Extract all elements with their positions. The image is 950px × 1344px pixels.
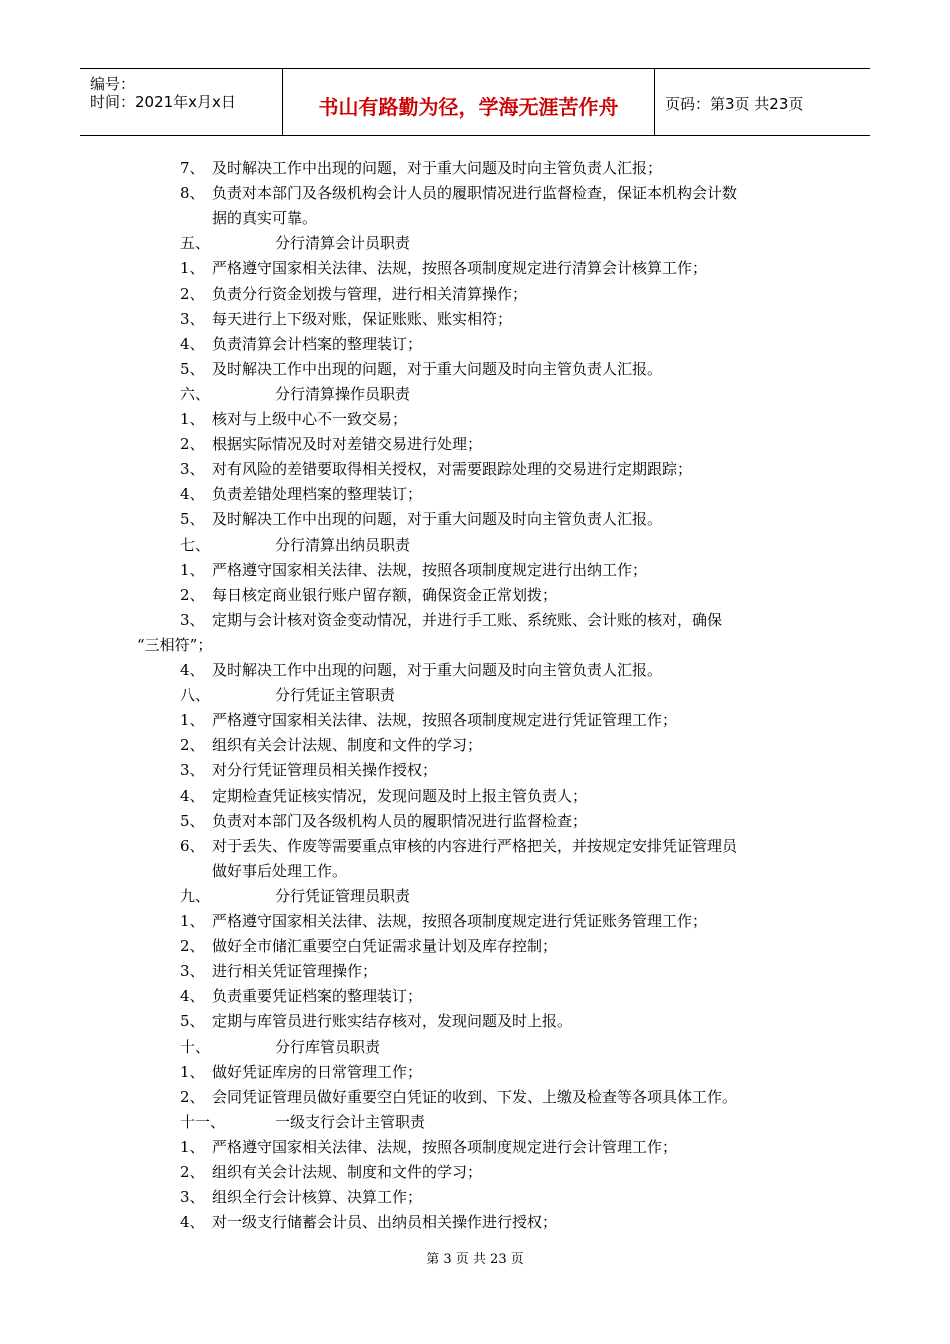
header-page-cell [655, 69, 870, 135]
line-text: 会同凭证管理员做好重要空白凭证的收到、下发、上缴及检查等各项具体工作。 [212, 1087, 738, 1106]
item-number: 5、 [180, 510, 205, 529]
item-number: 7、 [180, 159, 205, 177]
line-text: 对一级支行储蓄会计员、出纳员相关操作进行授权； [212, 1213, 558, 1232]
header-page-info: 页码：第3页 共23页 [665, 95, 804, 113]
line-text: 做好凭证库房的日常管理工作； [212, 1062, 423, 1081]
item-number: 3、 [180, 962, 205, 981]
header-motto-cell [282, 69, 655, 135]
doc-time-label: 时间：2021年x月x日 [90, 93, 236, 111]
section-number: 七、 [180, 535, 211, 554]
item-number: 4、 [180, 987, 205, 1006]
item-number: 1、 [180, 1137, 205, 1156]
item-number: 2、 [180, 284, 205, 303]
section-number: 十一、 [180, 1112, 226, 1131]
section-number: 五、 [180, 234, 211, 253]
section-number: 十、 [180, 1037, 211, 1056]
section-heading: 分行清算会计员职责 [275, 234, 411, 253]
item-number: 1、 [180, 912, 205, 930]
item-number: 5、 [180, 811, 205, 830]
item-number: 2、 [180, 937, 205, 956]
section-heading: 分行凭证管理员职责 [275, 886, 411, 905]
line-text: 严格遵守国家相关法律、法规，按照各项制度规定进行出纳工作； [212, 560, 648, 579]
line-text: 做好全市储汇重要空白凭证需求量计划及库存控制； [212, 937, 558, 956]
line-text: 组织有关会计法规、制度和文件的学习； [212, 1163, 483, 1181]
line-text: 负责对本部门及各级机构会计人员的履职情况进行监督检查，保证本机构会计数 [212, 184, 738, 203]
line-text: 每日核定商业银行账户留存额，确保资金正常划拨； [212, 585, 558, 604]
line-text: 定期检查凭证核实情况，发现问题及时上报主管负责人； [212, 786, 588, 805]
line-text: 负责差错处理档案的整理装订； [212, 485, 423, 504]
item-number: 4、 [180, 1213, 205, 1232]
item-number: 2、 [180, 1087, 205, 1106]
line-text: 每天进行上下级对账，保证账账、账实相符； [212, 309, 513, 328]
line-text: 负责清算会计档案的整理装订； [212, 334, 423, 353]
line-text: 及时解决工作中出现的问题，对于重大问题及时向主管负责人汇报； [212, 159, 663, 177]
line-text: 定期与库管员进行账实结存核对，发现问题及时上报。 [212, 1012, 573, 1031]
section-heading: 分行库管员职责 [275, 1037, 381, 1056]
item-number: 5、 [180, 1012, 205, 1031]
page-footer: 第 3 页 共 23 页 [426, 1252, 524, 1267]
line-text: 及时解决工作中出现的问题，对于重大问题及时向主管负责人汇报。 [212, 661, 663, 679]
line-text: 进行相关凭证管理操作； [212, 962, 378, 981]
line-text: 组织全行会计核算、决算工作； [212, 1188, 423, 1207]
section-number: 九、 [180, 886, 211, 905]
line-text: 负责对本部门及各级机构人员的履职情况进行监督检查； [212, 811, 588, 830]
item-number: 3、 [180, 460, 205, 479]
line-text: 定期与会计核对资金变动情况，并进行手工账、系统账、会计账的核对，确保 [212, 610, 723, 629]
page-header [80, 68, 870, 136]
item-number: 3、 [180, 761, 205, 780]
line-text: 负责分行资金划拨与管理，进行相关清算操作； [212, 284, 528, 303]
header-motto: 书山有路勤为径，学海无涯苦作舟 [318, 95, 619, 119]
line-text: 做好事后处理工作。 [212, 861, 348, 880]
line-text: 对有风险的差错要取得相关授权，对需要跟踪处理的交易进行定期跟踪； [212, 460, 693, 479]
item-number: 2、 [180, 435, 205, 454]
line-text: 严格遵守国家相关法律、法规，按照各项制度规定进行清算会计核算工作； [212, 259, 708, 278]
item-number: 1、 [180, 560, 205, 579]
section-number: 六、 [180, 384, 211, 403]
item-number: 2、 [180, 736, 205, 755]
line-text: 严格遵守国家相关法律、法规，按照各项制度规定进行会计管理工作； [212, 1137, 678, 1156]
header-meta-cell [80, 69, 282, 135]
line-text: 及时解决工作中出现的问题，对于重大问题及时向主管负责人汇报。 [212, 510, 663, 529]
line-text: 根据实际情况及时对差错交易进行处理； [212, 435, 483, 454]
item-number: 3、 [180, 309, 205, 328]
item-number: 4、 [180, 485, 205, 504]
item-number: 4、 [180, 786, 205, 805]
doc-number-label: 编号： [90, 75, 136, 93]
item-number: 2、 [180, 1163, 205, 1181]
line-text: 对于丢失、作废等需要重点审核的内容进行严格把关，并按规定安排凭证管理员 [212, 836, 738, 855]
item-number: 3、 [180, 1188, 205, 1207]
line-text: 严格遵守国家相关法律、法规，按照各项制度规定进行凭证账务管理工作； [212, 912, 708, 930]
line-text: 据的真实可靠。 [212, 209, 318, 228]
item-number: 4、 [180, 334, 205, 353]
item-number: 1、 [180, 711, 205, 730]
line-text: “三相符”； [137, 635, 213, 654]
item-number: 4、 [180, 661, 205, 679]
item-number: 1、 [180, 410, 205, 428]
item-number: 1、 [180, 1062, 205, 1081]
line-text: 严格遵守国家相关法律、法规，按照各项制度规定进行凭证管理工作； [212, 711, 678, 730]
section-heading: 分行清算操作员职责 [275, 384, 411, 403]
item-number: 2、 [180, 585, 205, 604]
line-text: 及时解决工作中出现的问题，对于重大问题及时向主管负责人汇报。 [212, 359, 663, 378]
section-heading: 分行凭证主管职责 [275, 686, 396, 705]
section-heading: 一级支行会计主管职责 [275, 1112, 426, 1131]
line-text: 核对与上级中心不一致交易； [212, 410, 408, 428]
item-number: 8、 [180, 184, 205, 203]
item-number: 5、 [180, 359, 205, 378]
item-number: 6、 [180, 836, 205, 855]
line-text: 对分行凭证管理员相关操作授权； [212, 761, 438, 780]
item-number: 1、 [180, 259, 205, 278]
line-text: 组织有关会计法规、制度和文件的学习； [212, 736, 483, 755]
item-number: 3、 [180, 610, 205, 629]
line-text: 负责重要凭证档案的整理装订； [212, 987, 423, 1006]
section-number: 八、 [180, 686, 211, 705]
section-heading: 分行清算出纳员职责 [275, 535, 411, 554]
